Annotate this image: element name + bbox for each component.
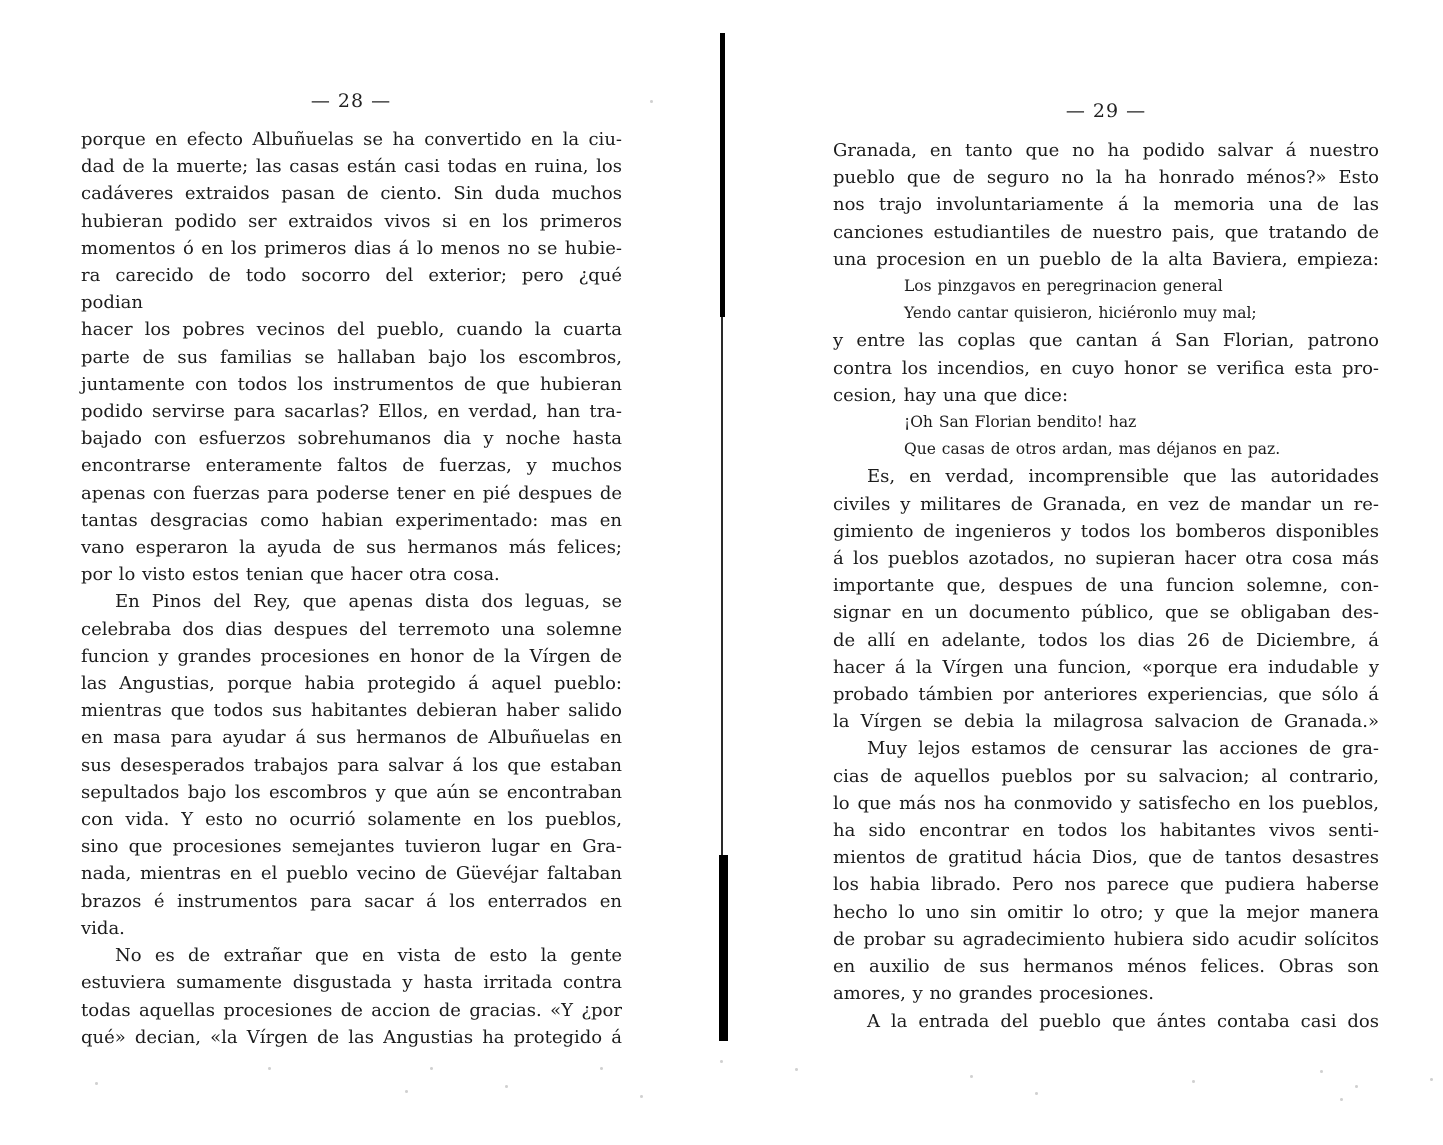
scan-noise [95, 1082, 98, 1085]
text-line: mientos de gratitud hácia Dios, que de tantos desastres [833, 847, 1379, 869]
scan-noise [600, 1067, 603, 1070]
text-line: A la entrada del pueblo que ántes contaba casi dos [867, 1010, 1379, 1032]
text-line: Granada, en tanto que no ha podido salvar á nuestro [833, 140, 1379, 161]
scan-noise [1340, 1098, 1343, 1101]
text-line: amores, y no grandes procesiones. [833, 983, 1154, 1005]
text-line: sino que procesiones semejantes tuvieron lugar en Gra- [81, 836, 622, 858]
scan-noise [405, 1090, 408, 1093]
text-line: civiles y militares de Granada, en vez de mandar un re- [833, 493, 1379, 515]
gutter-shadow-top [720, 33, 725, 317]
scan-noise [1430, 1078, 1433, 1081]
page-right-text-block [833, 137, 1379, 1035]
scan-noise [430, 1067, 433, 1070]
text-line: lo que más nos ha conmovido y satisfecho en los pueblos, [833, 792, 1379, 814]
text-line: en masa para ayudar á sus hermanos de Albuñuelas en [81, 727, 622, 749]
page-left-text-block [81, 126, 622, 1051]
text-line: canciones estudiantiles de nuestro pais, que tratando de [833, 221, 1379, 243]
text-line: ha sido encontrar en todos los habitantes vivos senti- [833, 820, 1379, 842]
scan-noise [650, 100, 653, 103]
text-line: nada, mientras en el pueblo vecino de Güevéjar faltaban [81, 863, 622, 885]
text-line: sus desesperados trabajos para salvar á los que estaban [81, 754, 622, 776]
text-line: la Vírgen se debia la milagrosa salvacion de Granada.» [833, 711, 1379, 733]
scan-noise [1355, 1085, 1358, 1088]
text-line: ra carecido de todo socorro del exterior; pero ¿qué podian [81, 265, 622, 314]
text-line: Que casas de otros ardan, mas déjanos en paz. [904, 440, 1281, 459]
text-line: En Pinos del Rey, que apenas dista dos leguas, se [115, 591, 622, 613]
text-line: ¡Oh San Florian bendito! haz [904, 413, 1137, 432]
text-line: nos trajo involuntariamente á la memoria una de las [833, 194, 1379, 216]
text-line: gimiento de ingenieros y todos los bomberos disponibles [833, 520, 1379, 542]
text-line: en auxilio de sus hermanos ménos felices. Obras son [833, 956, 1379, 978]
text-line: una procesion en un pueblo de la alta Baviera, empieza: [833, 248, 1379, 270]
text-line: No es de extrañar que en vista de esto la gente [115, 945, 622, 967]
scan-noise [268, 1067, 271, 1070]
text-line: bajado con esfuerzos sobrehumanos dia y noche hasta [81, 428, 622, 450]
page-number-right: — 29 — [1065, 100, 1147, 122]
text-line: momentos ó en los primeros dias á lo menos no se hubie- [81, 237, 622, 259]
text-line: hacer á la Vírgen una funcion, «porque era indudable y [833, 656, 1379, 678]
text-line: brazos é instrumentos para sacar á los enterrados en [81, 890, 622, 912]
text-line: de probar su agradecimiento hubiera sido acudir solícitos [833, 928, 1379, 950]
text-line: porque en efecto Albuñuelas se ha convertido en la ciu- [81, 129, 622, 150]
text-line: y entre las coplas que cantan á San Florian, patrono [833, 330, 1379, 352]
page-number-left: — 28 — [310, 90, 392, 112]
text-line: vano esperaron la ayuda de sus hermanos más felices; [81, 537, 622, 559]
scan-noise [1035, 1092, 1038, 1095]
scan-noise [640, 1095, 643, 1098]
text-line: por lo visto estos tenian que hacer otra cosa. [81, 564, 500, 586]
text-line: Muy lejos estamos de censurar las acciones de gra- [867, 738, 1379, 760]
scan-noise [720, 1060, 723, 1063]
scan-noise [505, 1085, 508, 1088]
text-line: vida. [81, 917, 125, 939]
scan-noise [795, 1068, 798, 1071]
text-line: funcion y grandes procesiones en honor de la Vírgen de [81, 645, 622, 667]
text-line: celebraba dos dias despues del terremoto una solemne [81, 618, 622, 640]
text-line: todas aquellas procesiones de accion de gracias. «Y ¿por [81, 999, 622, 1021]
text-line: hacer los pobres vecinos del pueblo, cuando la cuarta [81, 319, 622, 341]
text-line: de allí en adelante, todos los dias 26 de Diciembre, á [833, 629, 1379, 651]
text-line: hubieran podido ser extraidos vivos si en los primeros [81, 210, 622, 232]
text-line: sepultados bajo los escombros y que aún se encontraban [81, 781, 622, 803]
text-line: cias de aquellos pueblos por su salvacion; al contrario, [833, 765, 1379, 787]
text-line: mientras que todos sus habitantes debieran haber salido [81, 700, 622, 722]
text-line: parte de sus familias se hallaban bajo los escombros, [81, 346, 622, 368]
text-line: juntamente con todos los instrumentos de que hubieran [81, 373, 622, 395]
text-line: Es, en verdad, incomprensible que las autoridades [867, 466, 1379, 488]
text-line: las Angustias, porque habia protegido á aquel pueblo: [81, 673, 622, 695]
text-line: podido servirse para sacarlas? Ellos, en verdad, han tra- [81, 401, 622, 423]
scan-noise [970, 1075, 973, 1078]
text-line: importante que, despues de una funcion solemne, con- [833, 575, 1379, 597]
text-line: apenas con fuerzas para poderse tener en pié despues de [81, 482, 622, 504]
text-line: á los pueblos azotados, no supieran hacer otra cosa más [833, 548, 1379, 570]
text-line: estuviera sumamente disgustada y hasta irritada contra [81, 972, 622, 994]
text-line: qué» decian, «la Vírgen de las Angustias ha protegido á [81, 1026, 622, 1048]
text-line: con vida. Y esto no ocurrió solamente en los pueblos, [81, 809, 622, 831]
text-line: los habia librado. Pero nos parece que pudiera haberse [833, 874, 1379, 896]
text-line: Los pinzgavos en peregrinacion general [904, 277, 1223, 296]
text-line: Yendo cantar quisieron, hiciéronlo muy mal; [904, 304, 1257, 323]
text-line: dad de la muerte; las casas están casi todas en ruina, los [81, 156, 622, 178]
text-line: encontrarse enteramente faltos de fuerzas, y muchos [81, 455, 622, 477]
text-line: tantas desgracias como habian experimentado: mas en [81, 509, 622, 531]
text-line: probado támbien por anteriores experiencias, que sólo á [833, 684, 1379, 706]
text-line: cesion, hay una que dice: [833, 384, 1069, 406]
text-line: hecho lo uno sin omitir lo otro; y que la mejor manera [833, 901, 1379, 923]
text-line: contra los incendios, en cuyo honor se verifica esta pro- [833, 357, 1379, 379]
text-line: pueblo que de seguro no la ha honrado ménos?» Esto [833, 167, 1379, 189]
gutter-shadow-bottom [719, 855, 728, 1041]
text-line: cadáveres extraidos pasan de ciento. Sin duda muchos [81, 183, 622, 205]
scan-noise [1320, 1070, 1323, 1073]
gutter-shadow-middle [721, 317, 723, 855]
text-line: signar en un documento público, que se obligaban des- [833, 602, 1379, 624]
scan-noise [1192, 1080, 1195, 1083]
